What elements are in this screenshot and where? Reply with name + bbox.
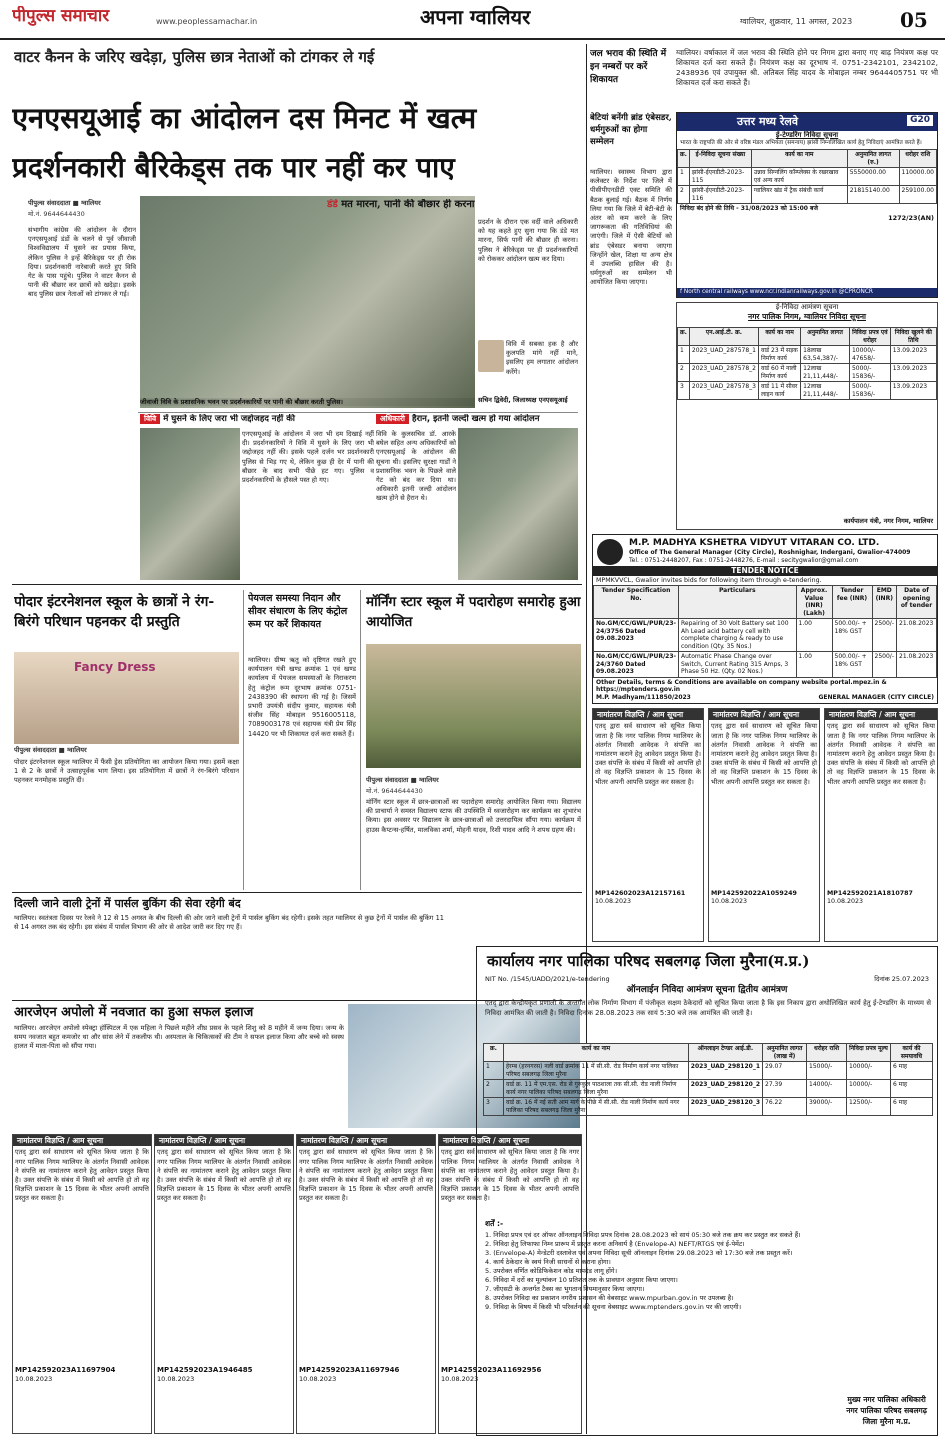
- table-cell: 5000/- 15836/-: [849, 364, 890, 382]
- table-cell: ग्वालियर खंड में ट्रैक संबंधी कार्य: [751, 186, 847, 204]
- table-row: [594, 652, 937, 678]
- table-cell: वार्ड 11 में सीवर लाइन कार्य: [759, 382, 801, 400]
- podar-byline: पीपुल्स संवाददाता ■ ग्वालियर: [14, 746, 87, 754]
- column-header: कार्य का नाम: [751, 150, 847, 168]
- table-cell: वार्ड 23 में सड़क निर्माण कार्य: [759, 346, 801, 364]
- column-header: Date of opening of tender: [897, 586, 937, 619]
- table-cell: 12लाख 21,11,448/-: [801, 364, 850, 382]
- lead-headline-2: प्रदर्शनकारी बैरिकेड्स तक पार नहीं कर पाए: [12, 151, 455, 184]
- column-header: EMD (INR): [872, 586, 896, 619]
- column-header: निविदा प्रपत्र मूल्य: [847, 1044, 891, 1062]
- mpmkvvcl-name: M.P. MADHYA KSHETRA VIDYUT VITARAN CO. LTD.: [629, 538, 880, 548]
- signature-title: मुख्य नगर पालिका अधिकारी: [847, 1395, 926, 1404]
- column-header: अनुमानित लागत (रु.): [847, 150, 899, 168]
- mpmkvvcl-tel: Tel. : 0751-2448207, Fax : 0751-2448276, E-mail : secitygwalior@gmail.com: [629, 556, 859, 564]
- column-header: ई-निविदा सूचना संख्या: [689, 150, 751, 168]
- table-cell: 5550000.00: [847, 168, 899, 186]
- table-row: [678, 186, 937, 204]
- sub1-text: में घुसने के लिए जरा भी जद्दोजहद नहीं की: [163, 414, 295, 424]
- table-cell: 2500/-: [872, 619, 896, 652]
- table-cell: 2023_UAD_287578_3: [689, 382, 758, 400]
- table-cell: Automatic Phase Change over Switch, Current Rating 315 Amps, 3 Phase 50 Hz. (Qty. 02 Nos.): [679, 652, 797, 678]
- table-cell: 110000.00: [899, 168, 936, 186]
- sabalgarh-terms: [485, 1231, 931, 1312]
- notice-date: 10.08.2023: [441, 1375, 479, 1384]
- notice-col-5: [592, 708, 704, 942]
- table-row: [678, 346, 937, 364]
- notice-code: MP142592022A1059249: [711, 890, 797, 898]
- trains-body: ग्वालियर। स्वतंत्रता दिवस पर रेलवे ने 12 से 15 अगस्त के बीच दिल्ली की ओर जाने वाली ट्रेनों में पार्सल बुकिंग बंद रहेगी। इसके तहत ग्वालियर से कुछ ट्रेनों में पार्सल की बुकिंग 11 से 14 अगस्त तक बंद रहेगी। इस संबंध में पार्सल विभाग की ओर से आदेश जारी कर दिए गए हैं।: [14, 914, 444, 932]
- notice-header: नामांतरण विज्ञप्ति / आम सूचना: [13, 1135, 151, 1146]
- morning-body: मॉर्निंग स्टार स्कूल में छात्र-छात्राओं का पदारोहण समारोह आयोजित किया गया। विद्यालय की प्राचार्या ने समस्त विद्यालय स्टाफ की उपस्थिति में ध्वजारोहण कर कार्यक्रम का शुभारंभ किया। इस अवसर पर विद्यालय के छात्र-छात्राओं को उत्तरदायित्व सौंपा गया। कार्यक्रम में हाउस कैप्टन्स-हर्षित, मालविका शर्मा, मोहनी यादव, रिशी यादव आदि ने शपथ ग्रहण की।: [366, 798, 581, 834]
- divider: [138, 412, 578, 413]
- divider: [12, 584, 582, 585]
- table-cell: 13.09.2023: [890, 364, 936, 382]
- term-item: 8. उपरोक्त निविदा का प्रकाशन नगरीय प्रशासन की वेबसाइट www.mpurban.gov.in पर उपलब्ध है।: [485, 1294, 734, 1302]
- podar-banner: Fancy Dress: [74, 660, 156, 674]
- railway-intro: भारत के राष्ट्रपति की ओर से वरिष्ठ मंडल अभियंता (समन्वय) झांसी निम्नलिखित कार्य हेतु निविदाएं आमंत्रित करते हैं।: [680, 139, 922, 146]
- column-header: एन.आई.टी. क्र.: [689, 328, 758, 346]
- table-row: [594, 619, 937, 652]
- sabalgarh-date: दिनांक 25.07.2023: [874, 975, 929, 983]
- sabalgarh-intro: एतद् द्वारा केन्द्रीयकृत प्रणाली के अन्तर्गत लोक निर्माण विभाग में पंजीकृत सक्षम ठेकेदारों को सूचित किया जाता है कि इस निकाय द्वारा अधोलिखित कार्य हेतु ई-टेण्डरिंग के माध्यम से निविदा आमंत्रित की जाती है। निविदा दिनांक 28.08.2023 तक सायं 5:30 बजे तक आमंत्रित की जाती है।: [485, 999, 931, 1017]
- table-cell: वार्ड क्र. 11 में एम.एस. रोड से गुरुकुल पाठशाला तक सी.सी. रोड नाली निर्माण कार्य नगर पालिका परिषद सबलगढ़ जिला मुरैना: [504, 1080, 689, 1098]
- lead-body: संभागीय कांग्रेस की आंदोलन के दौरान एनएसयूआई डंडों के चलने से पूर्व जीवाजी विश्वविद्यालय में घुसने का प्रयास किया, लेकिन पुलिस ने इन्हें बैरिकेड्स पर ही रोक दिया। प्रदर्शनकारी नारेबाजी करते हुए विवि गेट के पास पहुंचे। पुलिस ने वाटर कैनन से पानी की बौछार कर छात्रों को खदेड़ा। इसके बाद पुलिस छात्र नेताओं को टांगकर ले गई।: [28, 226, 136, 299]
- table-cell: 6 माह: [891, 1062, 933, 1080]
- notice-date: 10.08.2023: [15, 1375, 53, 1384]
- divider: [243, 590, 244, 890]
- sabalgarh-signature: [846, 1394, 927, 1427]
- notice-date: 10.08.2023: [157, 1375, 195, 1384]
- table-cell: 2023_UAD_298120_1: [688, 1062, 762, 1080]
- lead-caption-red: डंडे: [327, 199, 338, 210]
- mpmkvvcl-intro: MPMKVVCL, Gwalior invites bids for following item through e-tendering.: [596, 576, 822, 584]
- term-item: 2. निविदा हेतु लिफाफा निम्न प्रारूप में प्रस्तुत करना अनिवार्य है (Envelope-A) NEFT/RTGS एवं ई-पेमेंट।: [485, 1240, 745, 1248]
- lead-side-body: प्रदर्शन के दौरान एक वर्दी वाले अधिकारी को यह कहते हुए सुना गया कि डंडे मत मारना, सिर्फ पानी की बौछार ही करना। पुलिस ने बेरिकेड्स पर ही प्रदर्शनकारियों को रोककर आंदोलन खत्म कर दिया।: [478, 218, 578, 263]
- table-cell: 10000/- 47658/-: [849, 346, 890, 364]
- lead-caption-text: मत मारना, पानी की बौछार ही करना: [341, 199, 475, 210]
- notice-code: MP142592023A1946485: [157, 1366, 253, 1375]
- mpmkvvcl-logo: [597, 539, 623, 565]
- table-cell: No.GM/CC/GWL/PUR/23-24/3760 Dated 09.08.2023: [594, 652, 679, 678]
- column-header: Particulars: [679, 586, 797, 619]
- table-cell: 15000/-: [807, 1062, 847, 1080]
- railway-logo: G20: [907, 115, 933, 126]
- table-cell: Repairing of 30 Volt Battery set 100 Ah Lead acid battery cell with complete charging & ready to use condition (Qty. 35 Nos.): [679, 619, 797, 652]
- notice-body: एतद् द्वारा सर्व साधारण को सूचित किया जाता है कि नगर पालिक निगम ग्वालियर के अंतर्गत निवासी आवेदक ने संपत्ति का नामांतरण कराने हेतु आवेदन प्रस्तुत किया है। उक्त संपत्ति के संबंध में किसी को आपत्ति हो तो वह विज्ञप्ति प्रकाशन के 15 दिवस के भीतर अपनी आपत्ति प्रस्तुत कर सकता है।: [157, 1148, 291, 1203]
- table-row: [678, 382, 937, 400]
- mpmkvvcl-office: Office of The General Manager (City Circle), Roshnighar, Indergani, Gwalior-474009: [629, 549, 911, 557]
- table-cell: झांसी-ईएनडीटी-2023-115: [689, 168, 751, 186]
- notice-header: नामांतरण विज्ञप्ति / आम सूचना: [297, 1135, 435, 1146]
- notice-col-2: [154, 1134, 294, 1434]
- notice-code: MP142592023A11697946: [299, 1366, 400, 1375]
- apollo-headline: आरजेएन अपोलो में नवजात का हुआ सफल इलाज: [14, 1005, 254, 1020]
- table-cell: 21.08.2023: [897, 652, 937, 678]
- notice-body: एतद् द्वारा सर्व साधारण को सूचित किया जाता है कि नगर पालिक निगम ग्वालियर के अंतर्गत निवासी आवेदक ने संपत्ति का नामांतरण कराने हेतु आवेदन प्रस्तुत किया है। उक्त संपत्ति के संबंध में किसी को आपत्ति हो तो वह विज्ञप्ति प्रकाशन के 15 दिवस के भीतर अपनी आपत्ति प्रस्तुत कर सकता है।: [595, 722, 701, 786]
- sabalgarh-table: [483, 1043, 933, 1116]
- notice-body: एतद् द्वारा सर्व साधारण को सूचित किया जाता है कि नगर पालिक निगम ग्वालियर के अंतर्गत निवासी आवेदक ने संपत्ति का नामांतरण कराने हेतु आवेदन प्रस्तुत किया है। उक्त संपत्ति के संबंध में किसी को आपत्ति हो तो वह विज्ञप्ति प्रकाशन के 15 दिवस के भीतर अपनी आपत्ति प्रस्तुत कर सकता है।: [441, 1148, 579, 1203]
- table-cell: 12लाख 21,11,448/-: [801, 382, 850, 400]
- table-cell: वार्ड क्र. 16 में नई सती आम मार्ग के पीछे में सी.सी. रोड नाली निर्माण कार्य नगर पालिका परिषद सबलगढ़ जिला मुरैना: [504, 1098, 689, 1116]
- lead-caption-bar: [327, 199, 577, 213]
- notice-header: नामांतरण विज्ञप्ति / आम सूचना: [825, 709, 937, 720]
- notice-code: MP142592023A11697904: [15, 1366, 116, 1375]
- table-cell: 76.22: [763, 1098, 807, 1116]
- notice-date: 10.08.2023: [711, 898, 748, 906]
- column-header: क्र.: [678, 150, 690, 168]
- column-header: अनुमानित लागत (लाख में): [763, 1044, 807, 1062]
- term-item: 3. (Envelope-A) मेन्डेटरी दस्तावेज एवं अपना निविदा सूची ऑनलाइन दिनांक 29.08.2023 को 17:30 बजे तक प्रस्तुत करें।: [485, 1249, 793, 1257]
- notice-col-6: [708, 708, 820, 942]
- column-header: क्र.: [678, 328, 690, 346]
- podar-body: पोदार इंटरनेशनल स्कूल ग्वालियर में फैंसी ड्रेस प्रतियोगिता का आयोजन किया गया। इसमें कक्षा 1 से 2 के छात्रों ने उत्साहपूर्वक भाग लिया। इस प्रतियोगिता में छात्रों ने रंग-बिरंगे परिधान पहनकर मनमोहक प्रस्तुति दी।: [14, 758, 239, 785]
- table-cell: 2023_UAD_287578_2: [689, 364, 758, 382]
- table-cell: 2023_UAD_287578_1: [689, 346, 758, 364]
- apollo-body: ग्वालियर। आरजेएन अपोलो स्पेक्ट्रा हॉस्पिटल में एक महिला ने पिछले महीने शीघ्र प्रसव के पहले शिशु को 8 महीने में जन्म दिया। जन्म के समय नवजात बहुत कमजोर था और सांस लेने में तकलीफ थी। अस्पताल के चिकित्सकों की टीम ने सफल इलाज किया और बच्चे को स्वस्थ हालत में माता-पिता को सौंपा गया।: [14, 1024, 344, 1051]
- water-headline: पेयजल समस्या निदान और सीवर संधारण के लिए कंट्रोल रूम पर करें शिकायत: [248, 593, 348, 630]
- ulb-title: नगर पालिक निगम, ग्वालियर निविदा सूचना: [748, 311, 866, 321]
- table-cell: उन्नाव सिग्नलिंग कॉम्प्लेक्स के रखरखाव एवं अन्य कार्य: [751, 168, 847, 186]
- page-number: 05: [900, 8, 928, 32]
- sub2-body: विवि के कुलसचिव डॉ. आरके बघेल सहित अन्य अधिकारियों को एनएसयूआई के आंदोलन की सूचना थी। इसलिए सुरक्षा गार्डों ने प्रशासनिक भवन के पिछले वाले गेट को बंद कर दिया था। अधिकारी इतनी जल्दी आंदोलन खत्म होने से हैरान थे।: [376, 430, 456, 503]
- column-header: Tender Specification No.: [594, 586, 679, 619]
- table-row: [484, 1098, 933, 1116]
- notice-code: MP142592023A11692956: [441, 1366, 542, 1375]
- column-header: Tender fee (INR): [832, 586, 872, 619]
- sub1-photo: [140, 428, 240, 580]
- table-cell: 2: [678, 186, 690, 204]
- table-cell: झांसी-ईएनडीटी-2023-116: [689, 186, 751, 204]
- railway-table: [677, 149, 937, 204]
- ulb-signature: कार्यपालन यंत्री, नगर निगम, ग्वालियर: [843, 516, 933, 525]
- sabalgarh-terms-title: शर्तें :-: [485, 1219, 504, 1228]
- dateline: ग्वालियर, शुक्रवार, 11 अगस्त, 2023: [740, 17, 853, 26]
- sub2-title: [376, 414, 581, 428]
- table-cell: 2: [678, 364, 690, 382]
- notice-col-3: [296, 1134, 436, 1434]
- podar-headline: पोदार इंटरनेशनल स्कूल के छात्रों ने रंग-बिरंगे परिधान पहनकर दी प्रस्तुति: [14, 594, 215, 630]
- term-item: 6. निविदा में दरों का मूल्यांकन 10 प्रतिशत तक के प्रावधान अनुसार किया जाएगा।: [485, 1276, 678, 1284]
- table-row: [484, 1062, 933, 1080]
- notice-body: एतद् द्वारा सर्व साधारण को सूचित किया जाता है कि नगर पालिक निगम ग्वालियर के अंतर्गत निवासी आवेदक ने संपत्ति का नामांतरण कराने हेतु आवेदन प्रस्तुत किया है। उक्त संपत्ति के संबंध में किसी को आपत्ति हो तो वह विज्ञप्ति प्रकाशन के 15 दिवस के भीतर अपनी आपत्ति प्रस्तुत कर सकता है।: [827, 722, 935, 786]
- lead-photo: [140, 196, 475, 408]
- sub1-title: [140, 414, 370, 428]
- notice-code: MP142592021A1810787: [827, 890, 913, 898]
- table-row: [678, 364, 937, 382]
- lead-byline: पीपुल्स संवाददाता ■ ग्वालियर: [28, 199, 101, 207]
- mpmkvvcl-footer: Other Details, terms & Conditions are available on company website portal.mpez.in & https://mptenders.gov.in: [596, 678, 887, 694]
- term-item: 9. निविदा के विषय में किसी भी परिवर्तन की सूचना वेबसाइट www.mptenders.gov.in पर की जाएगी।: [485, 1303, 742, 1311]
- railway-subtitle: ई-टेण्डरिंग निविदा सूचना: [775, 131, 839, 139]
- mpmkvvcl-signature: GENERAL MANAGER (CITY CIRCLE): [818, 693, 934, 701]
- sabalgarh-notice: [476, 946, 938, 1436]
- ulb-notice: [676, 302, 938, 530]
- column-header: कार्य की समयावधि: [891, 1044, 933, 1062]
- notice-date: 10.08.2023: [299, 1375, 337, 1384]
- notice-body: एतद् द्वारा सर्व साधारण को सूचित किया जाता है कि नगर पालिक निगम ग्वालियर के अंतर्गत निवासी आवेदक ने संपत्ति का नामांतरण कराने हेतु आवेदन प्रस्तुत किया है। उक्त संपत्ति के संबंध में किसी को आपत्ति हो तो वह विज्ञप्ति प्रकाशन के 15 दिवस के भीतर अपनी आपत्ति प्रस्तुत कर सकता है।: [711, 722, 817, 786]
- notice-col-7: [824, 708, 938, 942]
- website: www.peoplessamachar.in: [156, 17, 258, 26]
- table-cell: हेरम्ब (हरनगरस) नली वार्ड क्रमांक 11 में सी.सी. रोड निर्माण कार्य नगर पालिका परिषद सबलगढ़ जिला मुरैना: [504, 1062, 689, 1080]
- term-item: 4. कार्य ठेकेदार के स्वयं निजी साधनों से कराना होगा।: [485, 1258, 611, 1266]
- table-row: [484, 1080, 933, 1098]
- table-cell: 13.09.2023: [890, 382, 936, 400]
- table-cell: 2500/-: [872, 652, 896, 678]
- column-header: Approx. Value (INR) (Lakh): [796, 586, 832, 619]
- notice-header: नामांतरण विज्ञप्ति / आम सूचना: [155, 1135, 293, 1146]
- table-cell: 10000/-: [847, 1062, 891, 1080]
- table-cell: 500.00/- + 18% GST: [832, 619, 872, 652]
- table-cell: 1: [678, 168, 690, 186]
- ulb-ref: ई-निविदा आमंत्रण सूचना: [775, 303, 839, 311]
- jal-headline: जल भराव की स्थिति में इन नम्बरों पर करें शिकायत: [590, 49, 667, 85]
- table-cell: 21.08.2023: [897, 619, 937, 652]
- sub1-red: विवि: [140, 414, 160, 424]
- morning-photo: [366, 644, 581, 768]
- table-header-row: [594, 586, 937, 619]
- railway-social: f North central railways www.ncr.indianrailways.gov.in @CPRONCR: [677, 288, 937, 297]
- table-cell: 27.39: [763, 1080, 807, 1098]
- railway-footer: निविदा बंद होने की तिथि - 31/08/2023 को 15:00 बजे: [680, 205, 818, 213]
- divider: [360, 590, 361, 890]
- section-title: [420, 5, 590, 35]
- railway-code: 1272/23(AN): [888, 213, 934, 222]
- table-cell: 6 माह: [891, 1098, 933, 1116]
- paper-logo: [12, 6, 152, 34]
- table-cell: 3: [678, 382, 690, 400]
- table-row: [678, 168, 937, 186]
- trains-headline: दिल्ली जाने वाली ट्रेनों में पार्सल बुकिंग की सेवा रहेगी बंद: [14, 897, 241, 910]
- column-header: धरोहर राशि: [899, 150, 936, 168]
- notice-header: नामांतरण विज्ञप्ति / आम सूचना: [593, 709, 703, 720]
- table-header-row: [484, 1044, 933, 1062]
- table-header-row: [678, 328, 937, 346]
- table-cell: No.GM/CC/GWL/PUR/23-24/3756 Dated 09.08.2023: [594, 619, 679, 652]
- sabalgarh-subtitle: ऑनलाईन निविदा आमंत्रण सूचना द्वितीय आमंत्रण: [626, 985, 788, 995]
- table-cell: 1.00: [796, 652, 832, 678]
- table-cell: 3: [484, 1098, 504, 1116]
- ulb-table: [677, 327, 937, 400]
- table-cell: 14000/-: [807, 1080, 847, 1098]
- notice-date: 10.08.2023: [827, 898, 864, 906]
- railway-notice: [676, 112, 938, 298]
- sub1-body: एनएसयूआई के आंदोलन में जरा भी दम दिखाई नहीं दी। प्रदर्शनकारियों ने विवि में घुसने के लिए जरा भी जद्दोजहद नहीं की। इसके पहले दर्जन भर प्रदर्शनकारी पुलिस से भिड़ गए थे, लेकिन कुछ ही देर में पानी की बौछार के बाद सभी पीछे हट गए। पुलिस व प्रदर्शनकारियों के हौसले पस्त हो गए।: [242, 430, 374, 485]
- sub2-photo: [458, 428, 578, 580]
- table-cell: वार्ड 60 में नाली निर्माण कार्य: [759, 364, 801, 382]
- notice-code: MP142602023A12157161: [595, 890, 686, 898]
- lead-headline-1: एनएसयूआई का आंदोलन दस मिनट में खत्म: [12, 101, 477, 135]
- table-cell: 2023_UAD_298120_3: [688, 1098, 762, 1116]
- column-header: क्र.: [484, 1044, 504, 1062]
- table-cell: 1: [484, 1062, 504, 1080]
- lead-quote-by: सचिन द्विवेदी, जिलाध्यक्ष एनएसयूआई: [478, 396, 568, 404]
- table-cell: 259100.00: [899, 186, 936, 204]
- column-header: कार्य का नाम: [504, 1044, 689, 1062]
- water-body: ग्वालियर। ग्रीष्म ऋतु को दृष्टिगत रखते हुए कार्यपालन यंत्री खण्ड क्रमांक 1 एवं खण्ड कार्यालय में पेयजल समस्याओं के निराकरण हेतु कंट्रोल रूम दूरभाष क्रमांक 0751-2438390 की स्थापना की गई है। जिसमें प्रभारी उपयंत्री संदीप कुमार, सहायक यंत्री संजीव सिंह मोबाइल 9516005118, 7089003178 एवं सहायक यंत्री प्रेम सिंह 14420 पर भी शिकायत दर्ज करा सकते हैं।: [248, 656, 356, 738]
- column-header: निविदा प्रपत्र एवं धरोहर: [849, 328, 890, 346]
- column-header: कार्य का नाम: [759, 328, 801, 346]
- table-cell: 2: [484, 1080, 504, 1098]
- column-header: ऑनलाइन टेण्डर आई.डी.: [688, 1044, 762, 1062]
- lead-quote: विवि में सबका हक है और कुलपति मांगे नहीं माने, इसलिए हम लगातार आंदोलन करेंगे।: [506, 340, 578, 376]
- masthead: [0, 0, 945, 40]
- lead-mobile: मो.नं. 9644644430: [28, 210, 85, 218]
- table-cell: 12500/-: [847, 1098, 891, 1116]
- notice-date: 10.08.2023: [595, 898, 632, 906]
- beti-headline: बेटियां बनेंगी ब्रांड एंबेसडर, धर्मगुरुओं का होगा सम्मेलन: [590, 113, 672, 147]
- sub2-red: अधिकारी: [376, 414, 409, 424]
- table-cell: 1.00: [796, 619, 832, 652]
- table-cell: 2023_UAD_298120_2: [688, 1080, 762, 1098]
- table-cell: 13.09.2023: [890, 346, 936, 364]
- signature-place: जिला मुरैना म.प्र.: [862, 1417, 911, 1426]
- lead-photo-caption: जीवाजी विवि के प्रशासनिक भवन पर प्रदर्शनकारियों पर पानी की बौछार करती पुलिस।: [140, 398, 475, 406]
- lead-quote-photo: [478, 340, 504, 372]
- table-cell: 5000/- 15836/-: [849, 382, 890, 400]
- table-cell: 21815140.00: [847, 186, 899, 204]
- table-header-row: [678, 150, 937, 168]
- morning-headline: मॉर्निंग स्टार स्कूल में पदारोहण समारोह हुआ आयोजित: [366, 594, 581, 630]
- notice-body: एतद् द्वारा सर्व साधारण को सूचित किया जाता है कि नगर पालिक निगम ग्वालियर के अंतर्गत निवासी आवेदक ने संपत्ति का नामांतरण कराने हेतु आवेदन प्रस्तुत किया है। उक्त संपत्ति के संबंध में किसी को आपत्ति हो तो वह विज्ञप्ति प्रकाशन के 15 दिवस के भीतर अपनी आपत्ति प्रस्तुत कर सकता है।: [15, 1148, 149, 1203]
- podar-photo: [14, 652, 239, 744]
- notice-header: नामांतरण विज्ञप्ति / आम सूचना: [439, 1135, 581, 1146]
- table-cell: 18लाख 63,54,387/-: [801, 346, 850, 364]
- sub2-text: हैरान, इतनी जल्दी खत्म हो गया आंदोलन: [411, 414, 540, 424]
- table-cell: 10000/-: [847, 1080, 891, 1098]
- table-cell: 29.07: [763, 1062, 807, 1080]
- divider: [12, 892, 582, 893]
- notice-col-1: [12, 1134, 152, 1434]
- notice-header: नामांतरण विज्ञप्ति / आम सूचना: [709, 709, 819, 720]
- mpmkvvcl-footer-ref: M.P. Madhyam/111850/2023: [596, 693, 691, 701]
- column-header: निविदा खुलने की तिथि: [890, 328, 936, 346]
- morning-byline: पीपुल्स संवाददाता ■ ग्वालियर: [366, 776, 439, 784]
- column-header: अनुमानित लागत: [801, 328, 850, 346]
- table-cell: 500.00/- + 18% GST: [832, 652, 872, 678]
- column-header: धरोहर राशि: [807, 1044, 847, 1062]
- table-cell: 39000/-: [807, 1098, 847, 1116]
- sabalgarh-title: कार्यालय नगर पालिका परिषद सबलगढ़ जिला मुरैना(म.प्र.): [487, 952, 810, 970]
- term-item: 5. उपरोक्त वर्णित कोडिफिकेशन कोड मापदंड लागू होंगे।: [485, 1267, 618, 1275]
- term-item: 1. निविदा प्रपत्र एवं दर ऑफर ऑनलाइन निविदा प्रपत्र दिनांक 28.08.2023 को सायं 05:30 बजे तक क्रय कर प्रस्तुत कर सकते हैं।: [485, 1231, 801, 1239]
- signature-org: नगर पालिका परिषद सबलगढ़: [846, 1406, 927, 1415]
- paper-name: पीपुल्स समाचार: [12, 6, 110, 26]
- table-cell: 1: [678, 346, 690, 364]
- beti-body: ग्वालियर। स्वास्थ्य विभाग द्वारा कलेक्टर के निर्देश पर जिले में पीसीपीएनडीटी एक्ट समिति की बैठक बुलाई गई। बैठक में निर्णय लिया गया कि जिले में बेटी-बेटी के अंतर को कम करने के लिए जागरूकता की गतिविधियां की जाएंगी। जिले में ऐसी बेटियों को ब्रांड एंबेसडर बनाया जाएगा जिन्होंने खेल, शिक्षा या अन्य क्षेत्र में उपलब्धि हासिल की है। धर्मगुरुओं का सम्मेलन भी आयोजित किया जाएगा।: [590, 168, 672, 287]
- sabalgarh-nit: NIT No. /1545/UADD/2021/e-tendering: [485, 975, 610, 983]
- railway-header: [677, 113, 937, 131]
- table-cell: 6 माह: [891, 1080, 933, 1098]
- jal-body: ग्वालियर। वर्षाकाल में जल भराव की स्थिति होने पर निगम द्वारा बनाए गए बाढ़ नियंत्रण कक्ष पर शिकायत दर्ज करा सकते हैं। नियंत्रण कक्ष का दूरभाष नं. 0751-2342101, 2342102, 2438936 एवं उपायुक्त श्री. अतिबल सिंह यादव के मोबाइल नम्बर 9644405751 पर भी शिकायत दर्ज करा सकते हैं।: [676, 48, 938, 87]
- term-item: 7. जीएसटी के अन्तर्गत टैक्स का भुगतान नियमानुसार किया जाएगा।: [485, 1285, 645, 1293]
- mpmkvvcl-tender-title: TENDER NOTICE: [593, 566, 937, 575]
- mpmkvvcl-table: [593, 585, 937, 678]
- mpmkvvcl-notice: [592, 534, 938, 704]
- morning-mobile: मो.नं. 9644644430: [366, 787, 423, 795]
- notice-body: एतद् द्वारा सर्व साधारण को सूचित किया जाता है कि नगर पालिक निगम ग्वालियर के अंतर्गत निवासी आवेदक ने संपत्ति का नामांतरण कराने हेतु आवेदन प्रस्तुत किया है। उक्त संपत्ति के संबंध में किसी को आपत्ति हो तो वह विज्ञप्ति प्रकाशन के 15 दिवस के भीतर अपनी आपत्ति प्रस्तुत कर सकता है।: [299, 1148, 433, 1203]
- lead-kicker: वाटर कैनन के जरिए खदेड़ा, पुलिस छात्र नेताओं को टांगकर ले गई: [14, 48, 375, 66]
- section-name: अपना ग्वालियर: [420, 5, 531, 29]
- railway-title: उत्तर मध्य रेलवे: [737, 115, 798, 128]
